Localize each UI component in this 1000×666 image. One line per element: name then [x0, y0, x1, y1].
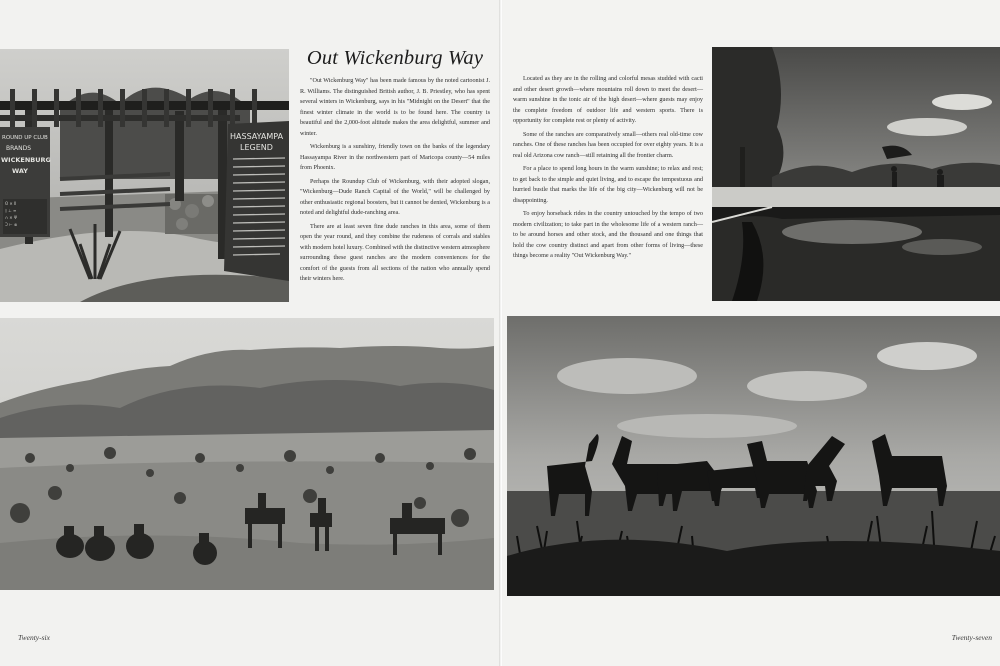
- paragraph: To enjoy horseback rides in the country untouched by the tempo of two modern civilization; to take part in the wholesome life of a western ranch—to be around horses and other stock, and the thousand and one things that hold the cow country distinct and apart from other forms of living—these things become a reality "Out Wickenburg Way.": [513, 211, 703, 259]
- legend-sign-subtitle: LEGEND: [240, 143, 273, 152]
- sign-line-3: WICKENBURG: [1, 156, 51, 164]
- legend-sign-title: HASSAYAMPA: [230, 132, 284, 141]
- page-number-left: Twenty-six: [18, 633, 50, 642]
- article-column-right: [513, 74, 703, 265]
- paragraph: Perhaps the Roundup Club of Wickenburg, with their adopted slogan, "Wickenburg—Dude Ranch Capital of the World," will be challenged by other enthusiastic regional boosters, but it cannot be denied, Wickenburg is a noted and delightful dude-ranching area.: [300, 178, 490, 216]
- article-column-left: [300, 76, 490, 288]
- sign-line-4: WAY: [12, 167, 28, 175]
- svg-text:ʘ ✕ Ⅱ: ʘ ✕ Ⅱ: [5, 201, 17, 206]
- article-title: Out Wickenburg Way: [306, 47, 484, 69]
- svg-text:◊ ⊥ ≡: ◊ ⊥ ≡: [5, 208, 17, 213]
- sign-line-2: BRANDS: [6, 145, 32, 152]
- page-number-right: Twenty-seven: [951, 633, 992, 642]
- horses-silhouette-photo: [507, 316, 1000, 596]
- svg-text:Ɔ ⊢ ⊗: Ɔ ⊢ ⊗: [5, 222, 18, 227]
- paragraph: Located as they are in the rolling and colorful mesas studded with cacti and other desert growth—where mountains roll down to meet the desert—warm sunshine in the tonic air of the high desert—where guests may enjoy the complete freedom of outdoor life and western sports. There is opportunity for complete rest or plenty of activity.: [513, 76, 703, 124]
- sign-line-1: ROUND UP CLUB: [2, 135, 48, 141]
- ranch-pool-photo: [712, 47, 1000, 301]
- paragraph: For a place to spend long hours in the warm sunshine; to relax and rest; to get back to the simple and quiet living, and to escape the tempestuous and hurried bustle that marks the life of the big city—Wickenburg will not be disappointing.: [513, 166, 703, 204]
- paragraph: Some of the ranches are comparatively small—others real old-time cow ranches. One of these ranches has been occupied for over eighty years. It is a real old Arizona cow ranch—still retaining all the frontier charm.: [513, 131, 703, 159]
- paragraph: Wickenburg is a sunshiny, friendly town on the banks of the legendary Hassayampa River in the northwestern part of Maricopa county—54 miles from Phoenix.: [300, 144, 490, 171]
- paragraph: There are at least seven fine dude ranches in this area, some of them open the year round, and they combine the rudeness of corrals and stables with modern hotel luxury. Combined with the distinctive western atmosphere surrounding these guest ranches are the modern conveniences for the comfort of the guests from all sections of the nation who annually spend their winters here.: [300, 223, 490, 282]
- mountain-riders-photo: [0, 318, 494, 590]
- paragraph: "Out Wickenburg Way" has been made famous by the noted cartoonist J. R. Williams. The distinguished British author, J. B. Priestley, who has spent several winters in Wickenburg, says in his "Midnight on the Desert" that the finest winter climate in the world is to be found here. The country is beautiful and the 2,000-foot altitude makes the area delightful, summer and winter.: [300, 78, 490, 137]
- ranch-gate-photo: [0, 49, 289, 302]
- svg-text:∩ ✕ Ψ: ∩ ✕ Ψ: [5, 215, 17, 220]
- right-page: [503, 0, 1000, 666]
